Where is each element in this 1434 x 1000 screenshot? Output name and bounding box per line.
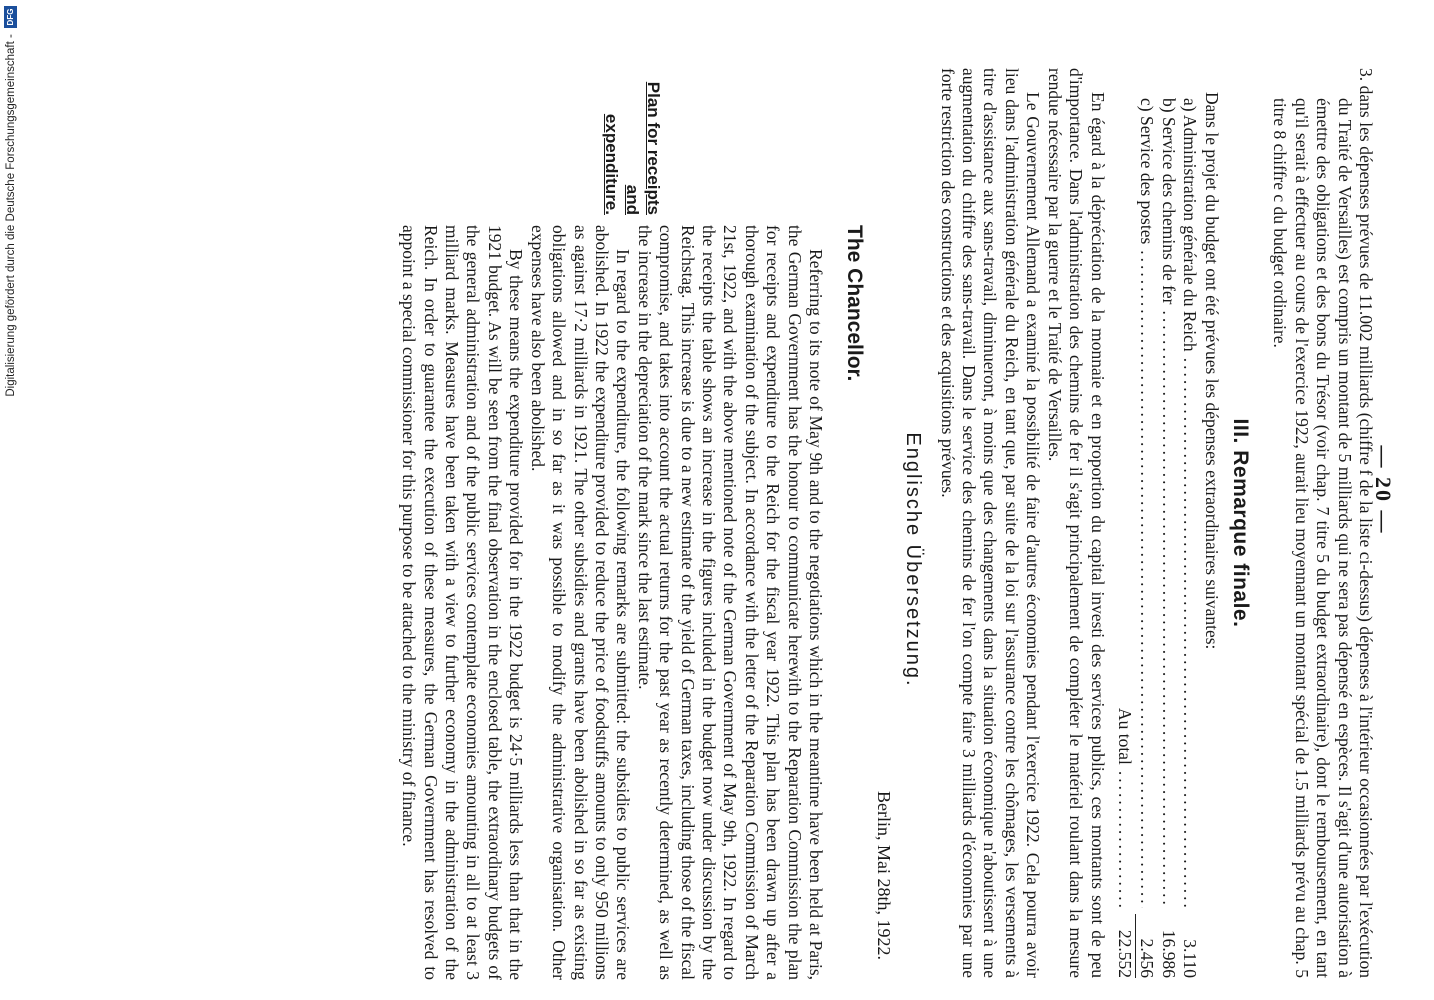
footer-text: Digitalisierung gefördert durch die Deutsche Forschungsgemeinschaft - xyxy=(5,34,17,397)
french-paragraph: Le Gouvernement Allemand a examiné la possibilité de faire d'autres économies pendant l'exercice 1922. Cela pourra avoir lieu dans l'administration générale du Reich, en tant que, par suite de la loi sur l'assurance contre les chômages, les versements à titre d'assistance aux sans-travail, diminueront, à moins que des changements dans la situation économique n'aboutissent à une augmentation du chiffre des sans-travail. Dans le service des chemins de fer l'on compte faire 3 milliards d'économies par une forte restriction des constructions et des acquisitions prévues. xyxy=(937,68,1044,978)
page-number: — 20 — xyxy=(1371,445,1396,535)
dfg-logo-icon: DFG xyxy=(4,6,17,28)
expenses-intro: Dans le projet du budget ont été prévues les dépenses extraordinaires suivantes: xyxy=(1201,92,1222,650)
total-row xyxy=(1114,68,1136,978)
french-item-3: 3. dans les dépenses prévues de 11.002 milliards (chiffre f de la liste ci-dessus) dépenses à l'intérieur occasionnées par l'exécution du Traité de Versailles) est compris un montant de 5 milliards qui ne sera pas dépensé en espèces. Il s'agit d'une autorisation à émettre des obligations et des bons du Trésor (voir chap. 7 titre 5 du budget extraordinaire), dont le remboursement, en tant qu'il serait à effectuer au cours de l'exercice 1922, aurait lieu moyennant un montant spécial de 1.5 milliards prévu au chap. 5 titre 8 chiffre c du budget ordinaire. xyxy=(1270,68,1376,978)
leader-dots xyxy=(1136,250,1157,908)
digitization-footer xyxy=(0,0,22,1000)
expense-row xyxy=(1179,68,1200,978)
leader-dots xyxy=(1157,311,1178,908)
expense-label: a) Administration générale du Reich xyxy=(1180,98,1201,352)
leader-dots xyxy=(1179,358,1200,908)
expense-row xyxy=(1157,68,1178,978)
leader-dots xyxy=(1114,771,1135,908)
expense-amount: 2.456 xyxy=(1137,938,1158,978)
french-paragraph: En égard à la dépréciation de la monnaie et en proportion du capital investi des services publics, ces montants sont de peu d'importance. Dans l'administration des chemins de fer il s'agit principalement de compléter le matériel roulant dans la mesure rendue nécessaire par la guerre et le Traité de Versailles. xyxy=(1044,68,1108,978)
total-label: Au total xyxy=(1114,708,1135,765)
english-paragraph: In regard to the expenditure, the following remarks are submitted: the subsidies to public services are abolished. In 1922 the expenditure provided to reduce the price of foodstuffs amounts to only 950 millions as against 17·2 milliards in 1921. The other subsidies and grants have been abolished in so far as existing obligations allowed and in so far as it was possible to modify the administrative organisation. Other expenses have also been abolished. xyxy=(527,225,634,980)
english-section xyxy=(398,225,826,980)
margin-note: Plan for receipts and expenditure. xyxy=(602,81,663,215)
english-paragraph: By these means the expenditure provided for in the 1922 budget is 24·5 milliards less than that in the 1921 budget. As will be seen from the final observation in the enclosed table, the extraordinary budgets of the general administration and of the public services contemplate economies amounting in all to at least 3 milliard marks. Measures have been taken with a view to further economy in the administration of the Reich. In order to guarantee the execution of these measures, the German Government has resolved to appoint a special commissioner for this purpose to be attached to the ministry of finance. xyxy=(399,225,527,980)
french-section xyxy=(936,68,1376,978)
expense-amount: 16.986 xyxy=(1158,929,1179,978)
section-title: III. Remarque finale. xyxy=(1228,418,1252,628)
total-amount: 22.552 xyxy=(1114,914,1136,978)
chancellor-heading: The Chancellor. xyxy=(843,225,866,382)
expense-label: b) Service des chemins de fer xyxy=(1158,98,1179,305)
english-paragraph: Referring to its note of May 9th and to the negotiations which in the meantime have been held at Paris, the German Government has the honour to communicate herewith to the Reparation Commission the plan for receipts and expenditure to the Reich for the fiscal year 1922. This plan has been drawn up after a thorough examination of the subject. In accordance with the letter of the Reparation Commission of March 21st, 1922, and with the above mentioned note of the German Government of May 9th, 1922. In regard to the receipts the table shows an increase in the figures included in the budget now under discussion by the Reichstag. This increase is due to a new estimate of the yield of German taxes, including those of the fiscal compromise, and takes into account the actual returns for the past year as recently determined, as well as the increase in the depreciation of the mark since the last estimate. xyxy=(634,225,826,980)
expense-amount: 3.110 xyxy=(1180,939,1201,978)
expense-row xyxy=(1136,68,1157,978)
expense-label: c) Service des postes xyxy=(1137,98,1158,245)
dateline: Berlin, Mai 28th, 1922. xyxy=(874,791,894,960)
translation-heading: Englische Übersetzung. xyxy=(902,432,924,688)
